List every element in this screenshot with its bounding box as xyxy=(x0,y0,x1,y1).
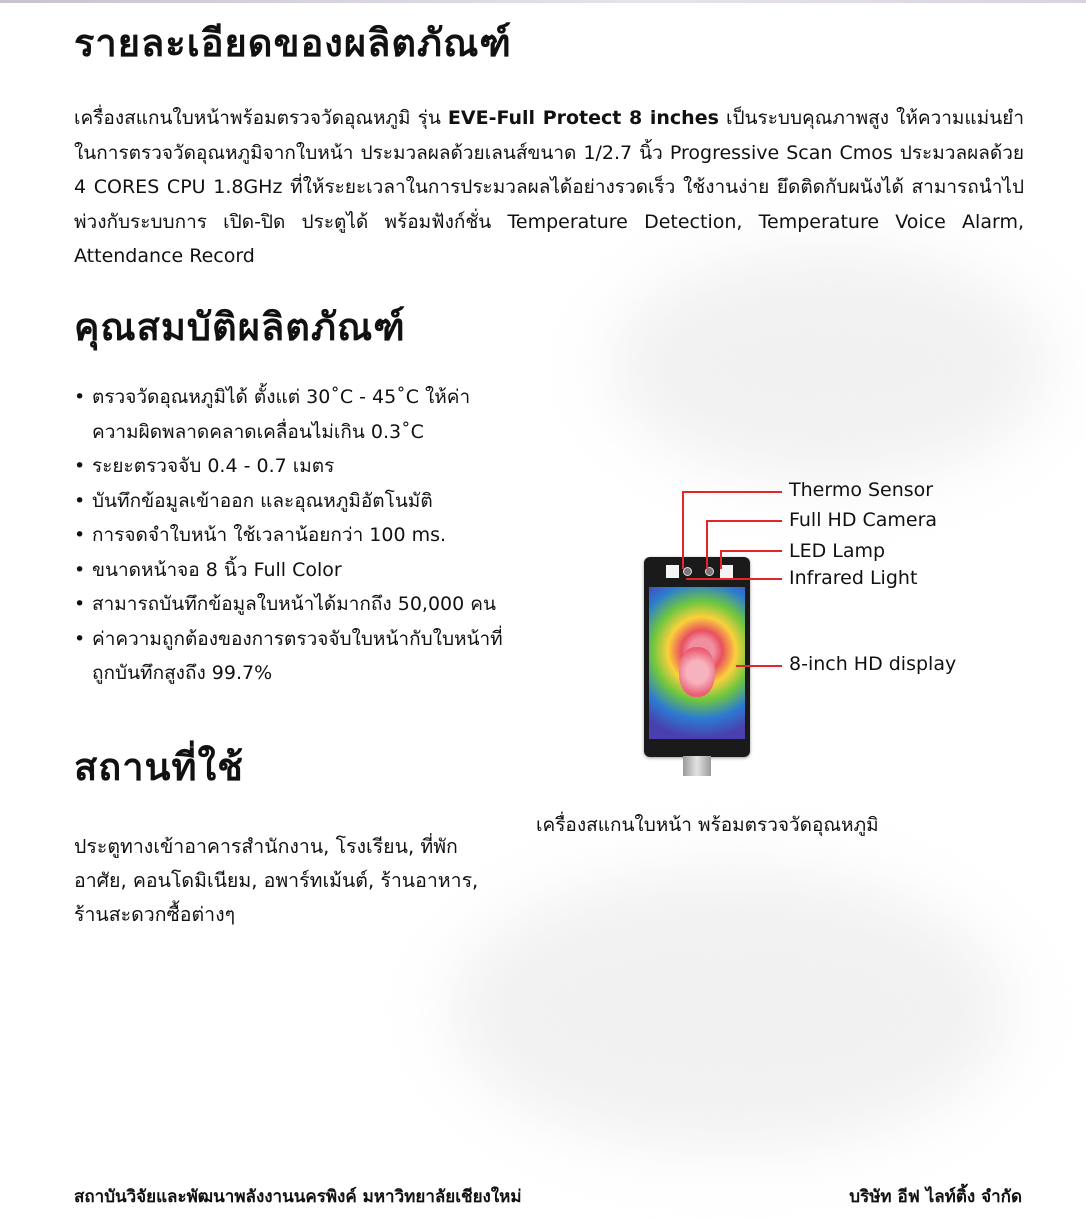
bullet: • xyxy=(74,627,86,650)
callout-line xyxy=(682,491,684,569)
callout-line xyxy=(736,665,782,667)
feature-item xyxy=(74,553,514,588)
bullet: • xyxy=(74,593,86,615)
details-paragraph xyxy=(74,101,1024,274)
footer-company: บริษัท อีฟ ไลท์ติ้ง จำกัด xyxy=(849,1187,1022,1207)
bullet: • xyxy=(74,524,86,546)
thermo-sensor xyxy=(666,565,679,578)
camera-label: Full HD Camera xyxy=(789,509,938,531)
model-name: EVE-Full Protect 8 inches xyxy=(447,107,719,129)
led-lamp xyxy=(720,565,733,578)
callout-line xyxy=(682,491,782,493)
footer-institute: สถาบันวิจัยและพัฒนาพลังงานนครพิงค์ มหาวิทยาลัยเชียงใหม่ xyxy=(74,1187,522,1207)
callout-line xyxy=(706,520,782,522)
callout-line xyxy=(706,520,708,569)
feature-text: ระยะตรวจจับ 0.4 - 0.7 เมตร xyxy=(92,455,335,477)
feature-item xyxy=(74,587,514,622)
thermo-sensor-label: Thermo Sensor xyxy=(789,479,934,501)
bullet: • xyxy=(74,558,86,581)
background-blur xyxy=(450,870,1010,1150)
feature-item xyxy=(74,518,514,553)
display-label: 8-inch HD display xyxy=(789,653,957,675)
places-text: ประตูทางเข้าอาคารสำนักงาน, โรงเรียน, ที่พักอาศัย, คอนโดมิเนียม, อพาร์ทเม้นต์, ร้านอาหาร, ร้านสะดวกซื้อต่างๆ xyxy=(74,835,479,926)
led-lamp-label: LED Lamp xyxy=(789,540,886,562)
feature-text: ตรวจวัดอุณหภูมิได้ ตั้งแต่ 30˚C - 45˚C ให้ค่าความผิดพลาดคลาดเคลื่อนไม่เกิน 0.3˚C xyxy=(92,386,471,443)
feature-text: ค่าความถูกต้องของการตรวจจับใบหน้ากับใบหน้าที่ถูกบันทึกสูงถึง 99.7% xyxy=(92,627,503,684)
bullet: • xyxy=(74,455,86,477)
face-scanner-device xyxy=(644,557,750,757)
details-text-start: เครื่องสแกนใบหน้าพร้อมตรวจวัดอุณหภูมิ รุ่น xyxy=(74,107,448,129)
camera-lens xyxy=(683,567,692,576)
thermal-face-image xyxy=(679,647,715,697)
features-title: คุณสมบัติผลิตภัณฑ์ xyxy=(74,305,406,349)
feature-text: ขนาดหน้าจอ 8 นิ้ว Full Color xyxy=(92,558,342,581)
bullet: • xyxy=(74,386,86,408)
bullet: • xyxy=(74,489,86,512)
background-blur xyxy=(610,250,1050,480)
device-stand xyxy=(683,756,711,776)
feature-text: บันทึกข้อมูลเข้าออก และอุณหภูมิอัตโนมัติ xyxy=(92,489,433,512)
places-title: สถานที่ใช้ xyxy=(74,745,244,789)
feature-text: การจดจำใบหน้า ใช้เวลาน้อยกว่า 100 ms. xyxy=(92,524,447,546)
feature-text: สามารถบันทึกข้อมูลใบหน้าได้มากถึง 50,000 คน xyxy=(92,593,496,615)
feature-item xyxy=(74,449,514,484)
infrared-label: Infrared Light xyxy=(789,567,918,589)
feature-item xyxy=(74,380,514,449)
feature-item xyxy=(74,484,514,519)
figure-caption: เครื่องสแกนใบหน้า พร้อมตรวจวัดอุณหภูมิ xyxy=(536,814,879,836)
features-list xyxy=(74,380,514,691)
feature-item xyxy=(74,622,514,691)
details-text-end: เป็นระบบคุณภาพสูง ให้ความแม่นยำในการตรวจวัดอุณหภูมิจากใบหน้า ประมวลผลด้วยเลนส์ขนาด 1/2.7 นิ้ว Progressive Scan Cmos ประมวลผลด้วย 4 CORES CPU 1.8GHz ที่ให้ระยะเวลาในการประมวลผลได้อย่างรวดเร็ว ใช้งานง่าย ยึดติดกับผนังได้ สามารถนำไปพ่วงกับระบบการ เปิด-ปิด ประตูได้ พร้อมฟังก์ชั่น Temperature Detection, Temperature Voice Alarm, Attendance Record xyxy=(74,107,1024,267)
details-title: รายละเอียดของผลิตภัณฑ์ xyxy=(74,21,512,65)
callout-line xyxy=(720,550,722,569)
thermal-display-screen xyxy=(649,587,745,739)
callout-line xyxy=(686,578,782,580)
top-accent-line xyxy=(0,0,1086,3)
callout-line xyxy=(720,550,782,552)
